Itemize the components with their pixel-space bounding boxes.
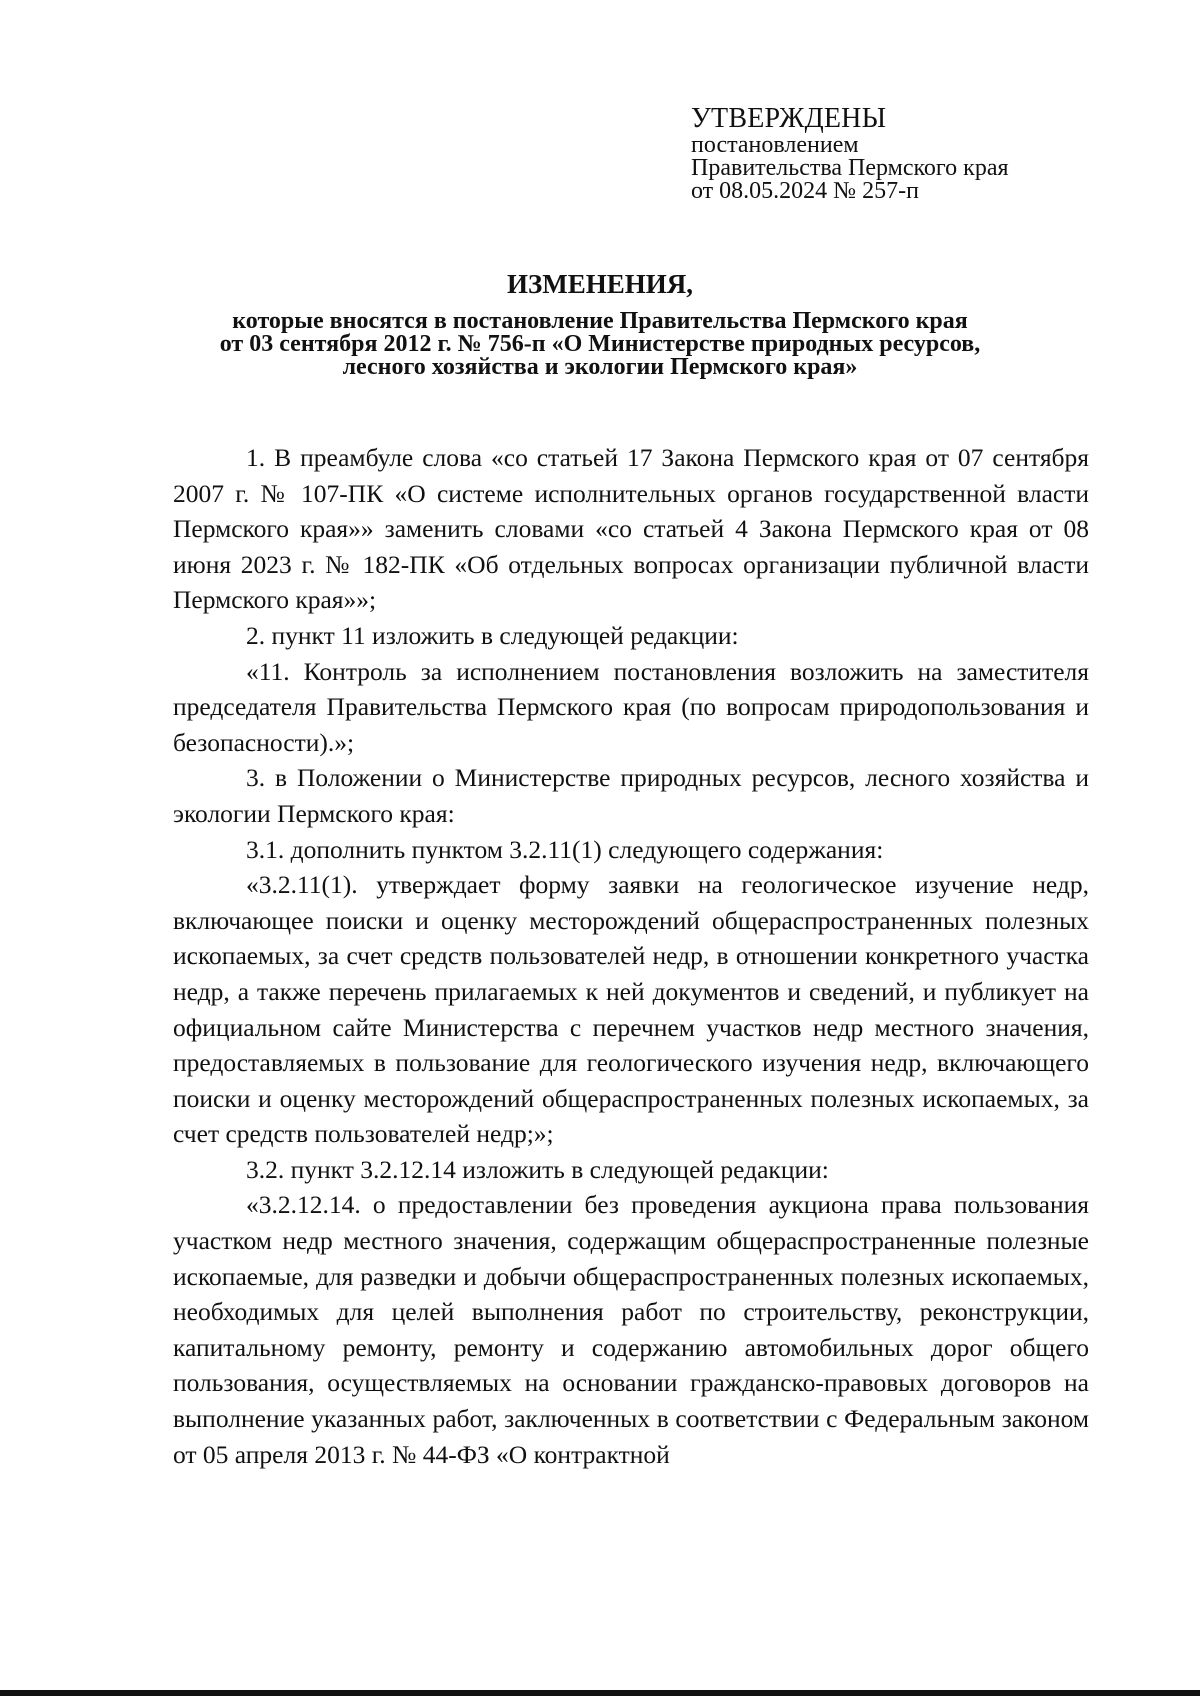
paragraph-2-quote: «11. Контроль за исполнением постановления возложить на заместителя председателя Правительства Пермского края (по вопросам природопользования и безопасности).»; [173, 656, 1089, 757]
paragraph-3-1-quote: «3.2.11(1). утверждает форму заявки на геологическое изучение недр, включающее поиски и оценку месторождений общераспространенных полезных ископаемых, за счет средств пользователей недр, в отношении конкретного участка недр, а также перечень прилагаемых к ней документов и сведений, и публикует на официальном сайте Министерства с перечнем участков недр местного значения, предоставляемых в пользование для геологического изучения недр, включающего поиски и оценку месторождений общераспространенных полезных ископаемых, за счет средств пользователей недр;»; [173, 870, 1089, 1149]
approval-line: от 08.05.2024 № 257-п [691, 178, 919, 204]
subtitle-line: от 03 сентября 2012 г. № 756-п «О Министерстве природных ресурсов, [219, 331, 981, 357]
subtitle-line: которые вносятся в постановление Правительства Пермского края [232, 308, 968, 334]
paragraph-1-preamble: 1. В преамбуле слова «со статьей 17 Закона Пермского края от 07 сентября 2007 г. № 107-ПК «О системе исполнительных органов государственной власти Пермского края»» заменить словами «со статьей 4 Закона Пермского края от 08 июня 2023 г. № 182-ПК «Об отдельных вопросах организации публичной власти Пермского края»»; [173, 443, 1089, 615]
subtitle-line: лесного хозяйства и экологии Пермского края» [342, 354, 858, 380]
paragraph-3-2: 3.2. пункт 3.2.12.14 изложить в следующей редакции: [246, 1154, 829, 1184]
approval-heading: УТВЕРЖДЕНЫ [691, 103, 887, 134]
approval-stamp [691, 104, 1151, 203]
approval-line: постановлением [691, 132, 859, 158]
paragraph-2-item-11: 2. пункт 11 изложить в следующей редакции: [246, 620, 739, 650]
paragraph-3-2-quote: «3.2.12.14. о предоставлении без проведения аукциона права пользования участком недр местного значения, содержащим общераспространенные полезные ископаемые, для разведки и добычи общераспространенных полезных ископаемых, необходимых для целей выполнения работ по строительству, реконструкции, капитальному ремонту, ремонту и содержанию автомобильных дорог общего пользования, осуществляемых на основании гражданско-правовых договоров на выполнение указанных работ, заключенных в соответствии с Федеральным законом от 05 апреля 2013 г. № 44-ФЗ «О контрактной [173, 1190, 1089, 1469]
document-body [173, 440, 1089, 1472]
document-subtitle [120, 310, 1080, 379]
paragraph-3-regulation: 3. в Положении о Министерстве природных ресурсов, лесного хозяйства и экологии Пермского края: [173, 763, 1089, 828]
scan-bottom-edge [0, 1690, 1200, 1696]
paragraph-3-1: 3.1. дополнить пунктом 3.2.11(1) следующего содержания: [246, 834, 884, 864]
approval-line: Правительства Пермского края [691, 155, 1009, 181]
document-title: ИЗМЕНЕНИЯ, [506, 269, 693, 299]
